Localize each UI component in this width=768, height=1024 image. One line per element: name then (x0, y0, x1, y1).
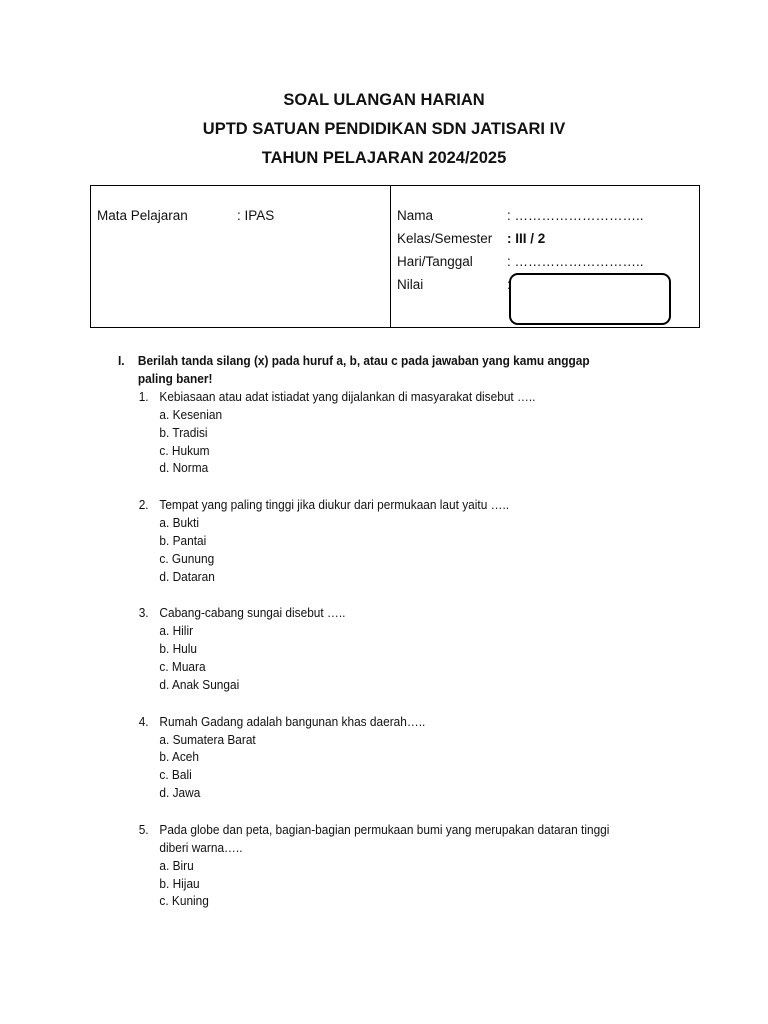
question-stem (139, 713, 622, 731)
date-value[interactable]: : ……………………….. (507, 254, 644, 269)
name-value[interactable]: : ……………………….. (507, 208, 644, 223)
question-spacer (118, 585, 622, 604)
question-text: Pada globe dan peta, bagian-bagian permukaan bumi yang merupakan dataran tinggi diberi warna….. (159, 821, 610, 855)
question-item (139, 821, 622, 910)
subject-label: Mata Pelajaran (97, 208, 188, 223)
answer-option[interactable]: b. Aceh (159, 749, 199, 765)
subject-value: : IPAS (237, 208, 275, 223)
exam-title: SOAL ULANGAN HARIAN (283, 91, 485, 109)
answer-option[interactable]: a. Bukti (159, 515, 199, 531)
score-colon: : (507, 277, 511, 292)
class-value: : III / 2 (507, 231, 546, 246)
answer-option[interactable]: a. Sumatera Barat (159, 731, 256, 747)
question-text: Tempat yang paling tinggi jika diukur dari permukaan laut yaitu ….. (159, 497, 510, 513)
question-spacer (118, 802, 622, 821)
info-right-cell (391, 186, 699, 327)
answer-option[interactable]: b. Pantai (159, 532, 207, 548)
question-item (139, 604, 622, 693)
score-label: Nilai (397, 277, 424, 292)
answer-option[interactable]: b. Hulu (159, 641, 198, 657)
answer-option[interactable]: d. Norma (159, 460, 209, 476)
instruction-text: Berilah tanda silang (x) pada huruf a, b, atau c pada jawaban yang kamu anggap paling baner! (137, 353, 590, 386)
score-box[interactable] (509, 273, 671, 325)
question-text: Kebiasaan atau adat istiadat yang dijalankan di masyarakat disebut ….. (159, 389, 536, 404)
answer-option[interactable]: c. Hukum (159, 442, 210, 458)
section-number: I. (118, 353, 125, 368)
question-spacer (118, 477, 622, 496)
answer-option[interactable]: c. Bali (159, 767, 192, 783)
question-number: 5. (138, 821, 149, 837)
question-item (139, 388, 622, 477)
answer-option[interactable]: c. Gunung (159, 550, 215, 566)
answer-option[interactable]: a. Biru (159, 857, 194, 873)
question-list (118, 388, 622, 910)
name-row (397, 208, 699, 231)
answer-option[interactable]: d. Dataran (159, 568, 215, 584)
subject-row (97, 208, 390, 231)
date-label: Hari/Tanggal (397, 254, 473, 269)
info-left-cell (91, 186, 391, 327)
class-row (397, 231, 699, 254)
question-number: 2. (138, 497, 149, 513)
answer-option[interactable]: d. Jawa (159, 784, 201, 800)
section-instruction (118, 352, 622, 388)
answer-option[interactable]: d. Anak Sungai (159, 676, 240, 692)
answer-option[interactable]: c. Muara (159, 658, 206, 674)
document-header (0, 86, 768, 173)
question-spacer (118, 694, 622, 713)
question-stem (139, 388, 622, 406)
question-stem (139, 821, 622, 857)
school-name: UPTD SATUAN PENDIDIKAN SDN JATISARI IV (202, 120, 566, 138)
answer-option[interactable]: a. Kesenian (159, 407, 223, 422)
exam-content (118, 352, 622, 910)
name-label: Nama (397, 208, 434, 223)
student-info-table (90, 185, 700, 328)
answer-option[interactable]: b. Tradisi (159, 424, 208, 440)
question-number: 4. (138, 713, 149, 729)
question-item (139, 496, 622, 585)
question-stem (139, 496, 622, 514)
question-number: 3. (138, 605, 149, 621)
question-item (139, 713, 622, 802)
question-text: Rumah Gadang adalah bangunan khas daerah….. (159, 713, 426, 729)
answer-option[interactable]: b. Hijau (159, 875, 200, 891)
question-number: 1. (138, 389, 149, 404)
answer-option[interactable]: c. Kuning (159, 893, 209, 909)
class-label: Kelas/Semester (397, 231, 493, 246)
answer-option[interactable]: a. Hilir (159, 623, 194, 639)
question-text: Cabang-cabang sungai disebut ….. (159, 605, 346, 621)
academic-year: TAHUN PELAJARAN 2024/2025 (261, 149, 507, 167)
question-stem (139, 604, 622, 622)
